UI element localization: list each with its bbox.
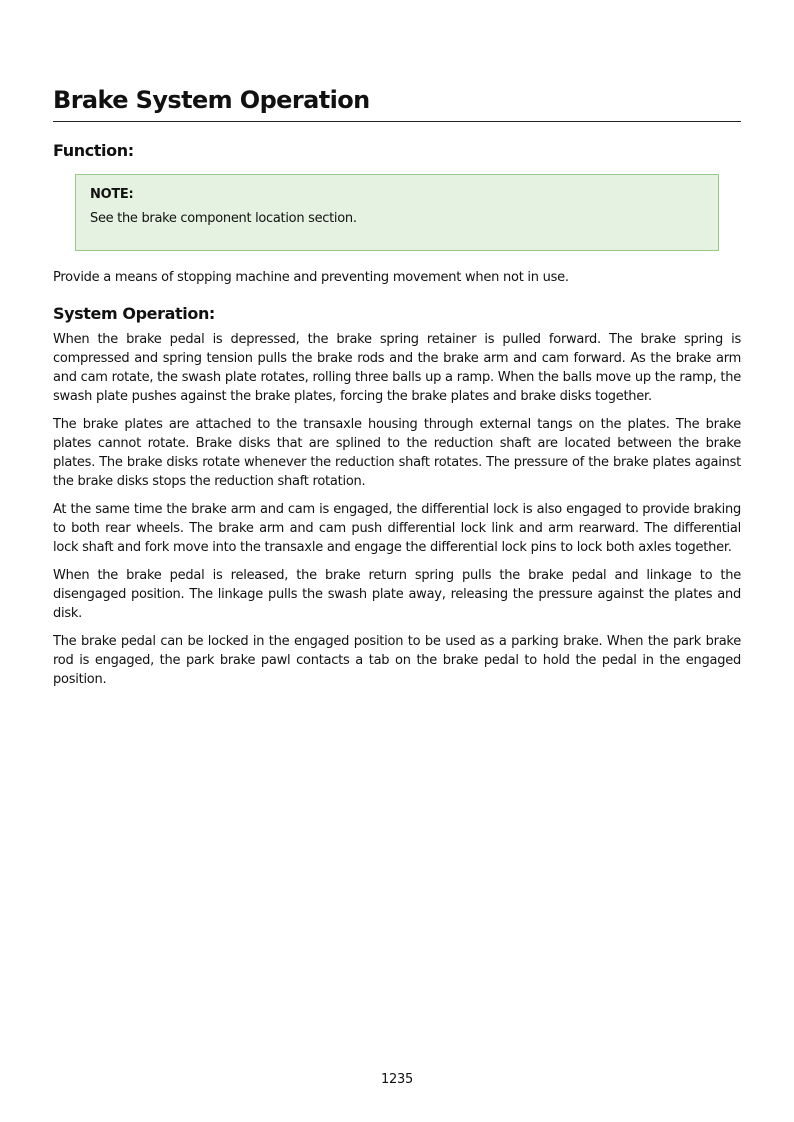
page-title: Brake System Operation bbox=[53, 84, 741, 122]
function-heading: Function: bbox=[53, 141, 134, 160]
body-paragraph: When the brake pedal is released, the brake return spring pulls the brake pedal and linkage to the disengaged position. The linkage pulls the swash plate away, releasing the pressure against the plates and disk. bbox=[53, 568, 741, 621]
note-box bbox=[75, 174, 719, 251]
system-operation-heading: System Operation: bbox=[53, 304, 215, 323]
body-paragraph: The brake plates are attached to the transaxle housing through external tangs on the plates. The brake plates cannot rotate. Brake disks that are splined to the reduction shaft are located between the brake plates. The brake disks rotate whenever the reduction shaft rotates. The pressure of the brake plates against the brake disks stops the reduction shaft rotation. bbox=[53, 417, 741, 489]
page-number: 1235 bbox=[381, 1072, 413, 1087]
body-paragraph: When the brake pedal is depressed, the brake spring retainer is pulled forward. The brake spring is compressed and spring tension pulls the brake rods and the brake arm and cam forward. As the brake arm and cam rotate, the swash plate rotates, rolling three balls up a ramp. When the balls move up the ramp, the swash plate pushes against the brake plates, forcing the brake plates and brake disks together. bbox=[53, 332, 741, 404]
function-text: Provide a means of stopping machine and preventing movement when not in use. bbox=[53, 270, 569, 285]
body-paragraph: The brake pedal can be locked in the engaged position to be used as a parking brake. When the park brake rod is engaged, the park brake pawl contacts a tab on the brake pedal to hold the pedal in the engaged position. bbox=[53, 634, 741, 687]
body-paragraph: At the same time the brake arm and cam is engaged, the differential lock is also engaged to provide braking to both rear wheels. The brake arm and cam push differential lock link and arm rearward. The differential lock shaft and fork move into the transaxle and engage the differential lock pins to lock both axles together. bbox=[53, 502, 741, 555]
document-page bbox=[53, 84, 741, 689]
note-text: See the brake component location section. bbox=[90, 211, 357, 226]
note-label: NOTE: bbox=[90, 187, 134, 202]
